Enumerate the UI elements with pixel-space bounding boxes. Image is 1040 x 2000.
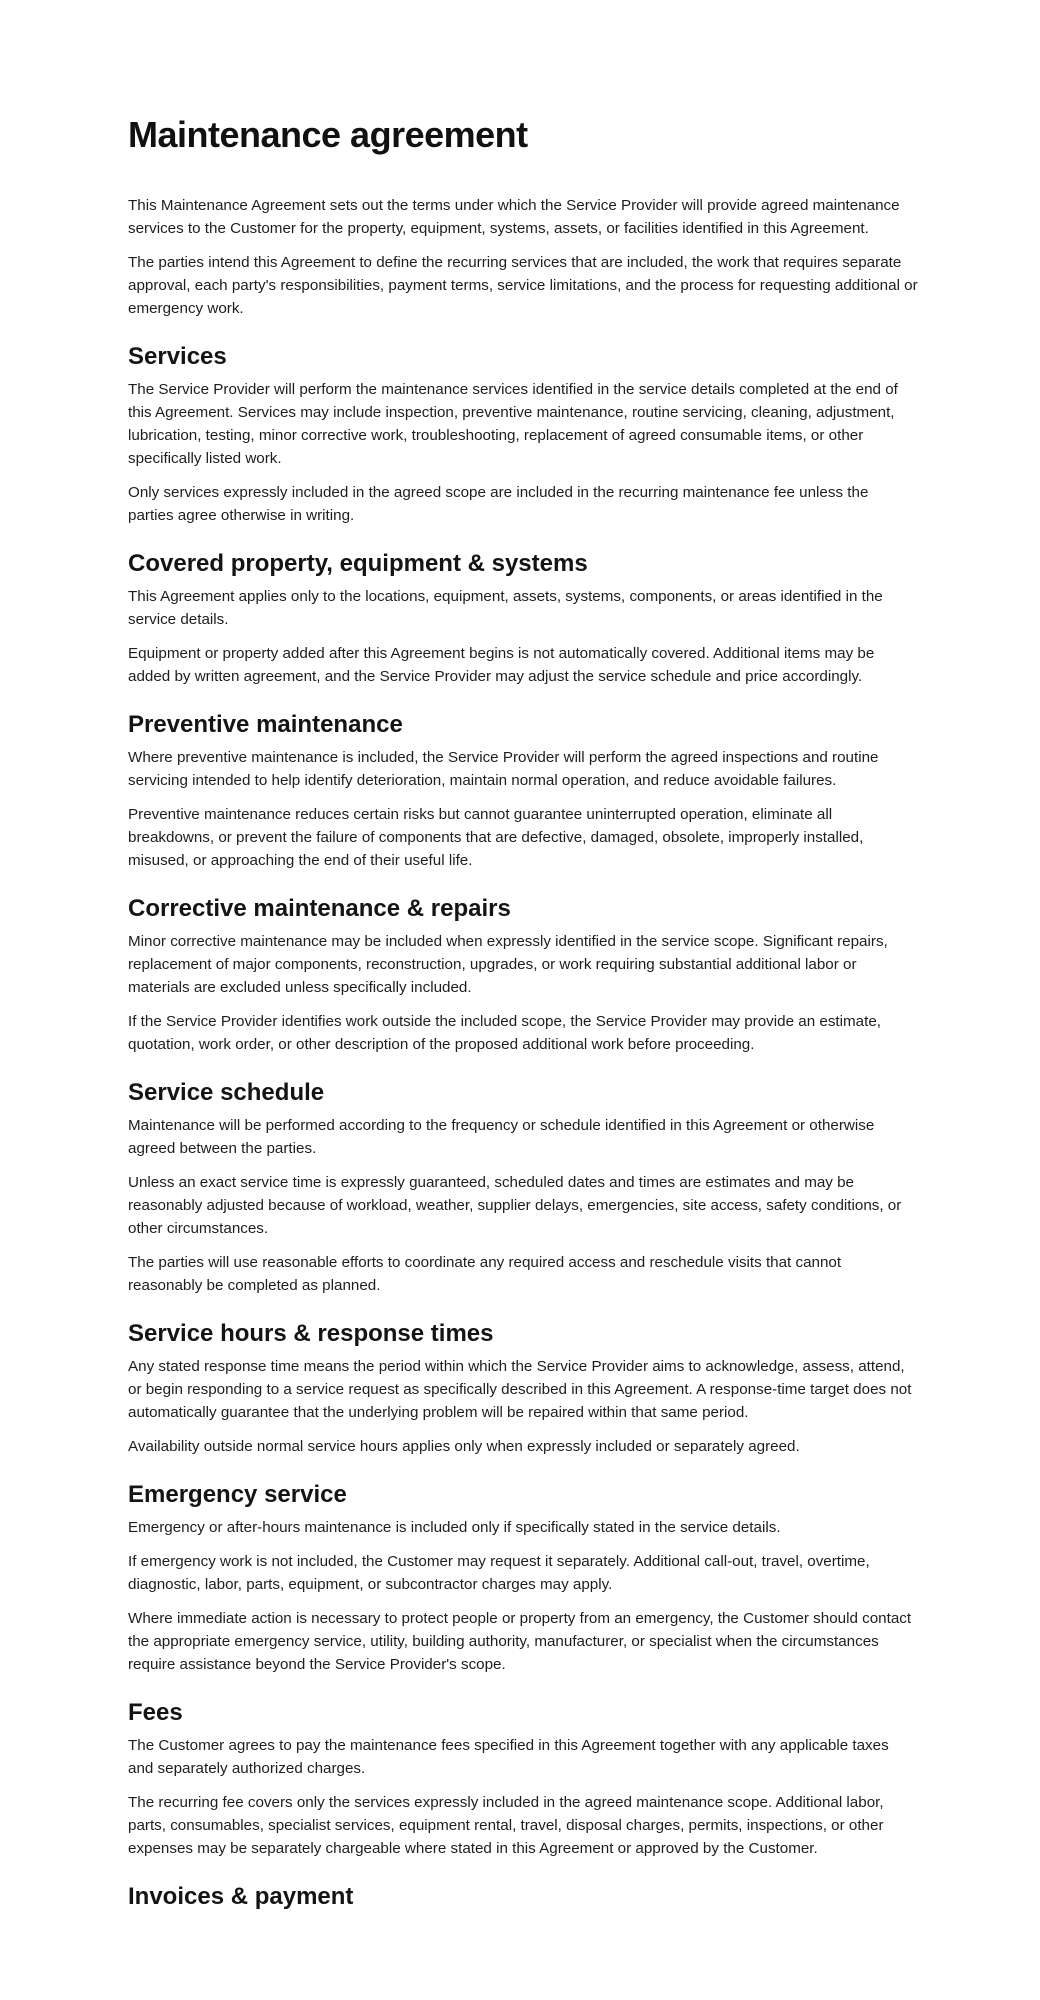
document-title: Maintenance agreement — [128, 114, 528, 155]
section-paragraph: Emergency or after-hours maintenance is included only if specifically stated in the service details. — [128, 1519, 781, 1536]
section-paragraph: Unless an exact service time is expressly guaranteed, scheduled dates and times are estimates and may be reasonably adjusted because of workload, weather, supplier delays, emergencies, site access, safety conditions, or other circumstances. — [128, 1174, 902, 1237]
section-paragraph: Availability outside normal service hours applies only when expressly included or separately agreed. — [128, 1438, 800, 1455]
section — [128, 1882, 918, 1912]
section-paragraph: This Agreement applies only to the locations, equipment, assets, systems, components, or areas identified in the service details. — [128, 588, 883, 628]
section-paragraph: Preventive maintenance reduces certain risks but cannot guarantee uninterrupted operation, eliminate all breakdowns, or prevent the failure of components that are defective, damaged, obsolete, improperly installed, misused, or approaching the end of their useful life. — [128, 806, 864, 869]
section — [128, 342, 918, 527]
section — [128, 894, 918, 1056]
section-paragraph: The recurring fee covers only the services expressly included in the agreed maintenance scope. Additional labor, parts, consumables, specialist services, equipment rental, travel, disposal charges, permits, inspections, or other expenses may be separately chargeable where stated in this Agreement or approved by the Customer. — [128, 1794, 884, 1857]
intro-section — [128, 194, 918, 320]
section-heading: Services — [128, 343, 227, 370]
section-paragraph: The parties will use reasonable efforts to coordinate any required access and reschedule visits that cannot reasonably be completed as planned. — [128, 1254, 842, 1294]
section — [128, 1078, 918, 1297]
section — [128, 549, 918, 688]
section-paragraph: Maintenance will be performed according to the frequency or schedule identified in this Agreement or otherwise agreed between the parties. — [128, 1117, 875, 1157]
section-heading: Corrective maintenance & repairs — [128, 895, 511, 922]
intro-paragraph: The parties intend this Agreement to define the recurring services that are included, the work that requires separate approval, each party's responsibilities, payment terms, service limitations, and the process for requesting additional or emergency work. — [128, 254, 918, 317]
section — [128, 1319, 918, 1458]
section — [128, 1480, 918, 1676]
section-paragraph: Equipment or property added after this Agreement begins is not automatically covered. Additional items may be added by written agreement, and the Service Provider may adjust the service schedule and price accordingly. — [128, 645, 875, 685]
section-paragraph: If the Service Provider identifies work outside the included scope, the Service Provider may provide an estimate, quotation, work order, or other description of the proposed additional work before proceeding. — [128, 1013, 881, 1053]
section-heading: Invoices & payment — [128, 1883, 354, 1910]
section-paragraph: The Service Provider will perform the maintenance services identified in the service details completed at the end of this Agreement. Services may include inspection, preventive maintenance, routine servicing, cleaning, adjustment, lubrication, testing, minor corrective work, troubleshooting, replacement of agreed consumable items, or other specifically listed work. — [128, 381, 898, 467]
section-heading: Preventive maintenance — [128, 711, 403, 738]
section-paragraph: Minor corrective maintenance may be included when expressly identified in the service scope. Significant repairs, replacement of major components, reconstruction, upgrades, or work requiring substantial additional labor or materials are excluded unless specifically included. — [128, 933, 888, 996]
section-paragraph: Any stated response time means the period within which the Service Provider aims to acknowledge, assess, attend, or begin responding to a service request as specifically described in this Agreement. A response-time target does not automatically guarantee that the underlying problem will be repaired within that same period. — [128, 1358, 912, 1421]
section-paragraph: If emergency work is not included, the Customer may request it separately. Additional call-out, travel, overtime, diagnostic, labor, parts, equipment, or subcontractor charges may apply. — [128, 1553, 870, 1593]
document-content — [128, 108, 918, 1918]
section-paragraph: Where preventive maintenance is included, the Service Provider will perform the agreed inspections and routine servicing intended to help identify deterioration, maintain normal operation, and reduce avoidable failures. — [128, 749, 879, 789]
section-heading: Fees — [128, 1699, 183, 1726]
section-paragraph: The Customer agrees to pay the maintenance fees specified in this Agreement together with any applicable taxes and separately authorized charges. — [128, 1737, 889, 1777]
section-heading: Service schedule — [128, 1079, 325, 1106]
section — [128, 710, 918, 872]
section-paragraph: Only services expressly included in the agreed scope are included in the recurring maintenance fee unless the parties agree otherwise in writing. — [128, 484, 869, 524]
section — [128, 1698, 918, 1860]
section-heading: Covered property, equipment & systems — [128, 550, 588, 577]
section-heading: Service hours & response times — [128, 1320, 494, 1347]
sections-container — [128, 342, 918, 1912]
section-heading: Emergency service — [128, 1481, 347, 1508]
section-paragraph: Where immediate action is necessary to protect people or property from an emergency, the Customer should contact the appropriate emergency service, utility, building authority, manufacturer, or specialist when the circumstances require assistance beyond the Service Provider's scope. — [128, 1610, 912, 1673]
intro-paragraph: This Maintenance Agreement sets out the terms under which the Service Provider will provide agreed maintenance services to the Customer for the property, equipment, systems, assets, or facilities identified in this Agreement. — [128, 197, 900, 237]
